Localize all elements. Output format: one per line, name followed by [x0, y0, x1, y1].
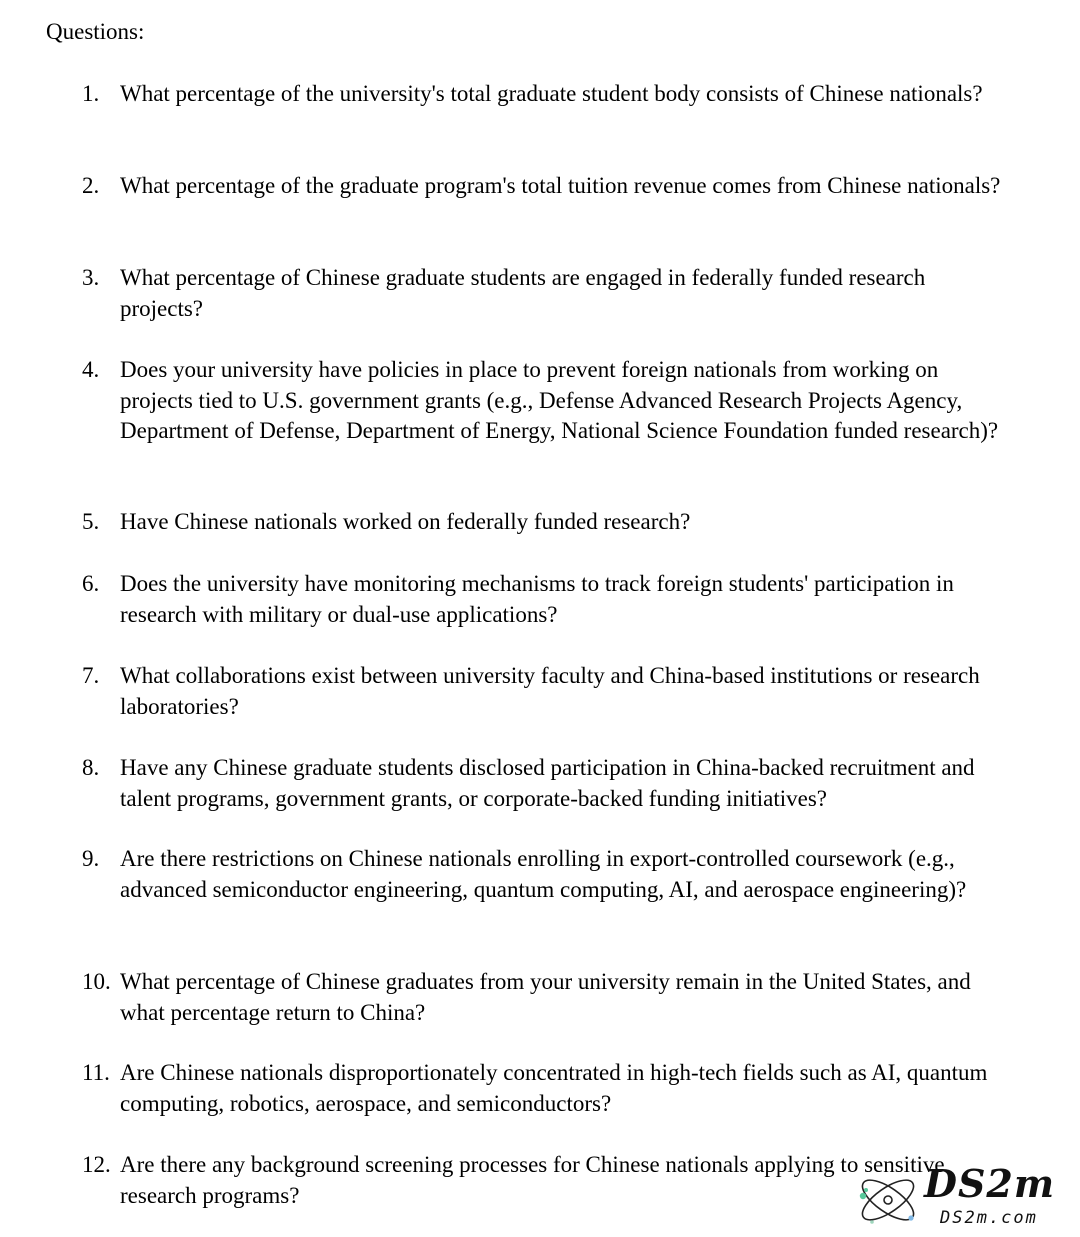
question-item-6	[82, 569, 1012, 630]
question-number: 11.	[82, 1060, 110, 1085]
question-item-1	[82, 79, 1012, 110]
question-text: What collaborations exist between university faculty and China-based institutions or research laboratories?	[120, 663, 980, 719]
question-number: 10.	[82, 969, 111, 994]
question-text: What percentage of the graduate program's total tuition revenue comes from Chinese nationals?	[120, 173, 1001, 198]
question-number: 2.	[82, 173, 100, 198]
question-item-4	[82, 355, 1012, 447]
question-text: What percentage of the university's total graduate student body consists of Chinese nationals?	[120, 81, 983, 106]
question-text: What percentage of Chinese graduates from your university remain in the United States, and what percentage return to China?	[120, 969, 971, 1025]
question-number: 3.	[82, 265, 100, 290]
question-item-11	[82, 1058, 1012, 1119]
question-item-10	[82, 967, 1012, 1028]
question-number: 12.	[82, 1152, 111, 1177]
question-item-5	[82, 507, 1012, 538]
ds2m-watermark	[852, 1162, 1074, 1234]
question-number: 6.	[82, 571, 100, 596]
question-text: Does the university have monitoring mechanisms to track foreign students' participation in research with military or dual-use applications?	[120, 571, 954, 627]
question-text: Are Chinese nationals disproportionately concentrated in high-tech fields such as AI, quantum computing, robotics, aerospace, and semiconductors?	[120, 1060, 988, 1116]
question-text: Have any Chinese graduate students disclosed participation in China-backed recruitment and talent programs, government grants, or corporate-backed funding initiatives?	[120, 755, 975, 811]
question-item-9	[82, 844, 1012, 905]
question-number: 5.	[82, 509, 100, 534]
question-item-8	[82, 753, 1012, 814]
question-text: What percentage of Chinese graduate students are engaged in federally funded research projects?	[120, 265, 926, 321]
atom-logo-icon	[852, 1166, 924, 1232]
question-item-3	[82, 263, 1012, 324]
watermark-domain: DS2m.com	[940, 1208, 1038, 1228]
questions-heading: Questions:	[46, 19, 145, 44]
question-text: Are there restrictions on Chinese nationals enrolling in export-controlled coursework (e.g., advanced semiconductor engineering, quantum computing, AI, and aerospace engineering)?	[120, 846, 967, 902]
question-number: 8.	[82, 755, 100, 780]
watermark-brand: DS2m	[924, 1161, 1056, 1206]
question-text: Have Chinese nationals worked on federally funded research?	[120, 509, 691, 534]
question-text: Does your university have policies in place to prevent foreign nationals from working on projects tied to U.S. government grants (e.g., Defense Advanced Research Projects Agency, Department of Defense, Department of Energy, National Science Foundation funded research)?	[120, 357, 999, 444]
question-number: 4.	[82, 357, 100, 382]
question-number: 9.	[82, 846, 100, 871]
question-number: 1.	[82, 81, 100, 106]
question-item-7	[82, 661, 1012, 722]
question-text: Are there any background screening processes for Chinese nationals applying to sensitive research programs?	[120, 1152, 945, 1208]
question-item-2	[82, 171, 1012, 202]
question-number: 7.	[82, 663, 100, 688]
